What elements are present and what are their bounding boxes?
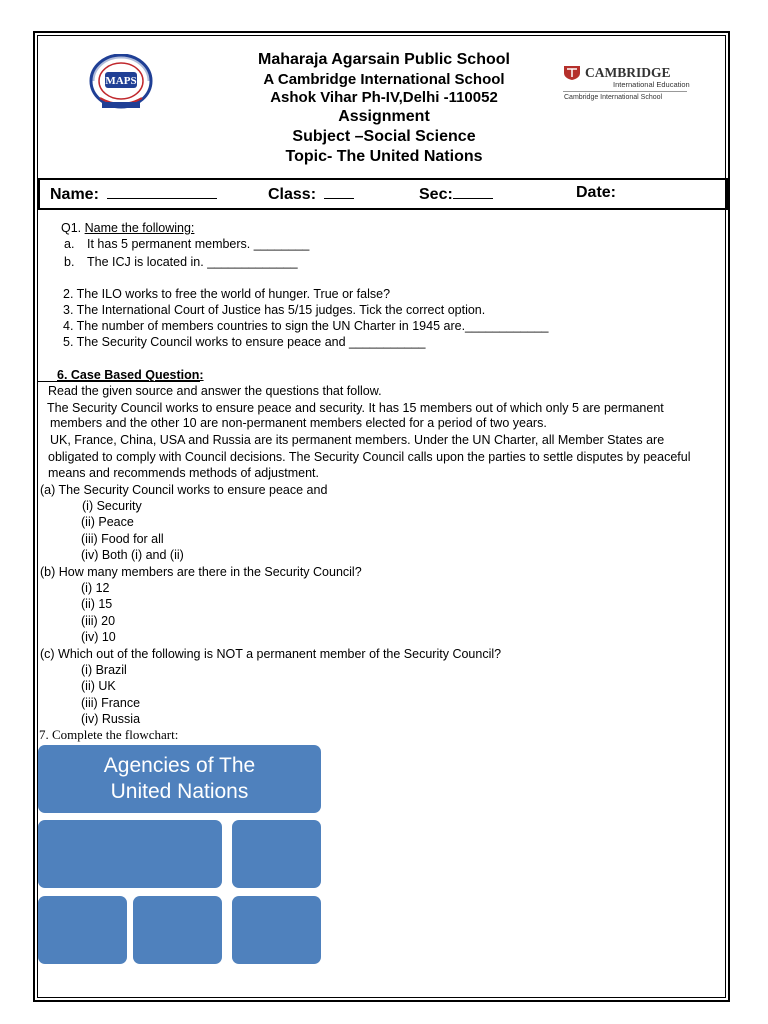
cambridge-subtitle: International Education (613, 80, 690, 89)
q1-title: Name the following: (84, 221, 195, 235)
maps-emblem-icon (78, 54, 164, 110)
q6-passage-line4: obligated to comply with Council decisions. The Security Council calls upon the parties to settle disputes by peaceful (48, 450, 691, 464)
q1-heading (61, 220, 194, 236)
q6c-option: (iv) Russia (81, 712, 141, 726)
date-label: Date: (576, 184, 617, 201)
sec-field[interactable] (419, 184, 493, 204)
flowchart-empty-box[interactable] (232, 820, 321, 888)
q1a-text: It has 5 permanent members. ________ (87, 237, 310, 251)
q6a-option: (iii) Food for all (81, 532, 164, 546)
q6a-option: (i) Security (82, 499, 142, 513)
q6-passage-line3: UK, France, China, USA and Russia are its permanent members. Under the UN Charter, all Member States are (50, 433, 665, 447)
q2-text: 2. The ILO works to free the world of hunger. True or false? (63, 287, 391, 301)
class-field[interactable] (268, 184, 354, 204)
flowchart-title-box (38, 745, 321, 813)
q6a-option: (ii) Peace (81, 515, 134, 529)
q6c-option: (iii) France (81, 696, 141, 710)
cambridge-school-label: Cambridge International School (564, 94, 663, 101)
q6-passage-line2: members and the other 10 are non-permanent members elected for a period of two years. (50, 416, 547, 430)
q6a-question: (a) The Security Council works to ensure peace and (40, 483, 328, 497)
q6-passage-line5: means and recommends methods of adjustment. (48, 466, 319, 480)
cambridge-shield-icon (563, 65, 581, 81)
q1-number: Q1. (61, 221, 85, 235)
class-label: Class: (268, 186, 317, 203)
q6b-option: (i) 12 (81, 581, 110, 595)
q6c-question: (c) Which out of the following is NOT a permanent member of the Security Council? (40, 647, 502, 661)
class-blank[interactable] (324, 184, 354, 199)
q6b-option: (ii) 15 (81, 597, 113, 611)
name-field[interactable] (50, 184, 217, 204)
cambridge-logo (563, 64, 689, 104)
name-label: Name: (50, 186, 99, 203)
school-type: A Cambridge International School (263, 71, 505, 88)
cambridge-divider (563, 91, 687, 92)
name-blank[interactable] (107, 184, 217, 199)
q6a-option: (iv) Both (i) and (ii) (81, 548, 184, 562)
q6c-option: (ii) UK (81, 679, 116, 693)
sec-label: Sec: (419, 186, 453, 203)
flowchart-empty-box[interactable] (38, 820, 222, 888)
q3-text: 3. The International Court of Justice has 5/15 judges. Tick the correct option. (63, 303, 486, 317)
q6b-question: (b) How many members are there in the Security Council? (40, 565, 362, 579)
doc-type: Assignment (338, 108, 430, 125)
q4-text: 4. The number of members countries to sign the UN Charter in 1945 are.____________ (63, 319, 549, 333)
sec-blank[interactable] (453, 184, 493, 199)
q6-passage-line1: The Security Council works to ensure peace and security. It has 15 members out of which only 5 are permanent (47, 401, 664, 415)
q6-heading: 6. Case Based Question: (57, 368, 204, 382)
q1b-label: b. (64, 255, 75, 269)
q5-text: 5. The Security Council works to ensure peace and ___________ (63, 335, 426, 349)
q6c-option: (i) Brazil (81, 663, 127, 677)
q6b-option: (iv) 10 (81, 630, 116, 644)
school-logo (78, 54, 164, 110)
q6b-option: (iii) 20 (81, 614, 116, 628)
q1b-text: The ICJ is located in. _____________ (87, 255, 298, 269)
topic-line: Topic- The United Nations (285, 148, 483, 165)
q1a-label: a. (64, 237, 75, 251)
subject-line: Subject –Social Science (292, 128, 476, 145)
flowchart-title: Agencies of The United Nations (103, 754, 256, 803)
flowchart-empty-box[interactable] (133, 896, 222, 964)
cambridge-word: CAMBRIDGE (585, 65, 671, 80)
q7-text: 7. Complete the flowchart: (39, 727, 179, 742)
maps-logo-text: MAPS (105, 75, 137, 87)
flowchart-empty-box[interactable] (38, 896, 127, 964)
q6-instruction: Read the given source and answer the questions that follow. (48, 384, 382, 398)
school-name: Maharaja Agarsain Public School (258, 51, 510, 68)
school-address: Ashok Vihar Ph-IV,Delhi -110052 (270, 89, 498, 106)
flowchart-empty-box[interactable] (232, 896, 321, 964)
date-field[interactable] (576, 184, 616, 202)
